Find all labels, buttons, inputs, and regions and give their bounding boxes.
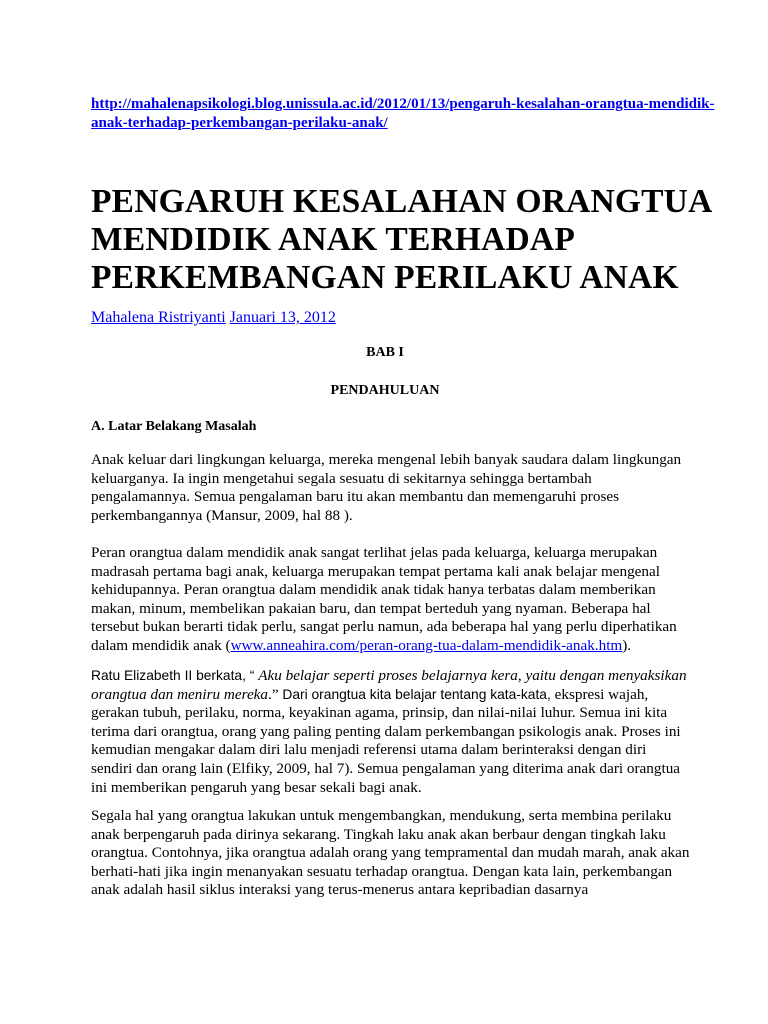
quote-intro: Ratu Elizabeth II berkata, “ xyxy=(91,668,259,683)
paragraph-2-end: ). xyxy=(622,636,632,654)
section-heading: A. Latar Belakang Masalah xyxy=(91,419,257,434)
byline xyxy=(91,308,336,328)
paragraph-2-text: Peran orangtua dalam mendidik anak sangat terlihat jelas pada keluarga, keluarga merupakan madrasah pertama bagi anak, keluarga merupakan tempat pertama kali anak belajar mengenal kehidupannya. Peran orangtua dalam mendidik anak tidak hanya terbatas dalam memberikan makan, minum, membelikan pakaian baru, dan tempat berteduh yang nyaman. Beberapa hal tersebut bukan berarti tidak perlu, sangat perlu namun, ada beberapa hal yang perlu diperhatikan dalam mendidik anak ( xyxy=(91,544,677,654)
chapter-heading: BAB I xyxy=(366,345,404,360)
paragraph-3-sans: Dari orangtua kita belajar tentang kata-kata, xyxy=(282,686,551,702)
quote-text: Aku belajar seperti proses belajarnya kera, yaitu dengan menyaksikan orangtua dan meniru mereka xyxy=(91,667,687,703)
article-title: PENGARUH KESALAHAN ORANGTUA MENDIDIK ANAK TERHADAP PERKEMBANGAN PERILAKU ANAK xyxy=(91,183,711,296)
author-link[interactable]: Mahalena Ristriyanti xyxy=(91,309,226,326)
quote-close: .” xyxy=(268,685,283,703)
paragraph-3-rest: ekspresi wajah, gerakan tubuh, perilaku, norma, keyakinan agama, prinsip, dan nilai-nilai luhur. Semua ini kita terima dari orangtua, orang yang paling penting dalam perkembangan psikologis anak. Proses ini kemudian mengakar dalam diri lalu menjadi referensi utama dalam berinteraksi dengan diri sendiri dan orang lain (Elfiky, 2009, hal 7). Semua pengalaman yang diterima anak dari orangtua ini memberikan pengaruh yang besar sekali bagi anak. xyxy=(91,685,681,796)
source-url-link[interactable]: http://mahalenapsikologi.blog.unissula.ac.id/2012/01/13/pengaruh-kesalahan-orangtua-mendidik-anak-terhadap-perkembangan-perilaku-anak/ xyxy=(91,96,715,131)
paragraph-4: Segala hal yang orangtua lakukan untuk mengembangkan, mendukung, serta membina perilaku anak berpengaruh pada dirinya sekarang. Tingkah laku anak akan berbaur dengan tingkah laku orangtua. Contohnya, jika orangtua adalah orang yang tempramental dan mudah marah, anak akan berhati-hati jika ingin menanyakan sesuatu terhadap orangtua. Dengan kata lain, perkembangan anak adalah hasil siklus interaksi yang terus-menerus antara kepribadian dasarnya xyxy=(91,807,690,899)
date-link[interactable]: Januari 13, 2012 xyxy=(229,309,336,326)
source-url-block xyxy=(91,95,731,133)
reference-link[interactable]: www.anneahira.com/peran-orang-tua-dalam-mendidik-anak.htm xyxy=(230,636,623,654)
paragraph-2 xyxy=(91,544,691,656)
paragraph-1: Anak keluar dari lingkungan keluarga, mereka mengenal lebih banyak saudara dalam lingkungan keluarganya. Ia ingin mengetahui segala sesuatu di sekitarnya sehingga bertambah pengalamannya. Semua pengalaman baru itu akan membantu dan memengaruhi proses perkembangannya (Mansur, 2009, hal 88 ). xyxy=(91,451,682,524)
chapter-title: PENDAHULUAN xyxy=(330,383,440,398)
paragraph-3 xyxy=(91,667,691,797)
